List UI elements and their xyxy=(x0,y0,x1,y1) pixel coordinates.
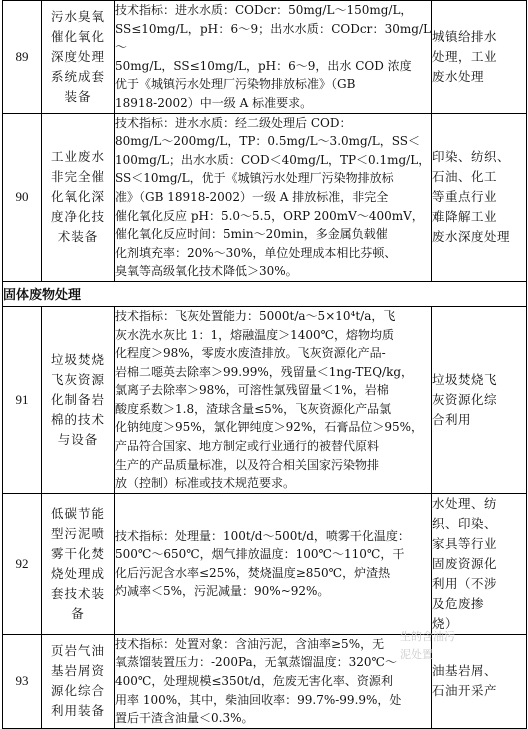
name-line: 型污泥喷 xyxy=(50,525,105,541)
indicator-line: 氧蒸馏装置压力：-200Pa，无氧蒸馏温度：320℃～ xyxy=(115,655,397,670)
application-line: 家具等行业 xyxy=(432,535,498,551)
indicator-line: 化程度＞98%，零废水废渣排放。飞灰资源化产品- xyxy=(115,346,386,361)
name-line: 术装备 xyxy=(57,229,99,245)
indicator-line: 氯离子去除率＞98%，可溶性氯残留量＜1%，岩棉 xyxy=(115,383,389,398)
application-line: 印染、纺织、 xyxy=(432,149,511,165)
application-line: 合利用 xyxy=(432,411,472,427)
application-field xyxy=(432,113,527,281)
solid-waste-rows xyxy=(3,306,527,728)
application-field xyxy=(432,306,527,493)
indicator-line: 技术指标：进水水质：经二级处理后 COD： xyxy=(115,115,352,130)
row-number: 93 xyxy=(3,634,42,728)
indicator-line: 100mg/L；出水水质：COD＜40mg/L，TP＜0.1mg/L， xyxy=(115,152,431,167)
name-line: 飞灰资源 xyxy=(50,371,105,387)
technical-indicators xyxy=(115,493,432,634)
name-line: 与设备 xyxy=(57,431,99,447)
application-field xyxy=(432,1,527,114)
equipment-name xyxy=(42,113,115,281)
application-line: 难降解工业 xyxy=(432,209,498,225)
application-line: 织、印染、 xyxy=(432,515,498,531)
indicator-line: 80mg/L～200mg/L，TP：0.5mg/L～3.0mg/L，SS＜ xyxy=(115,134,420,149)
indicator-line: 18918-2002）中一级 A 标准要求。 xyxy=(115,95,313,110)
document-page xyxy=(2,0,526,729)
application-line: 废水处理 xyxy=(432,68,485,84)
name-line: 化氧化深 xyxy=(50,189,105,205)
indicator-line: 技术指标：进水水质：CODcr：50mg/L～150mg/L， xyxy=(115,3,413,17)
name-line: 化制备岩 xyxy=(50,391,105,407)
indicator-line: SS≤10mg/L，pH：6～9；出水水质：CODcr：30mg/L～ xyxy=(115,21,431,55)
name-line: 深度处理 xyxy=(50,48,105,64)
table-row xyxy=(3,634,527,728)
name-line: 源化综合 xyxy=(50,683,105,699)
section-title: 固体废物处理 xyxy=(3,281,527,306)
name-line: 基岩屑资 xyxy=(50,663,105,679)
application-line: 油基岩屑、 xyxy=(432,663,498,679)
application-line: 城镇给排水 xyxy=(432,28,498,44)
indicator-line: 化剂填充率：20%～30%，单位处理成本相比芬顿、 xyxy=(115,245,397,260)
bleed-line: 泥处置 xyxy=(400,648,433,661)
name-line: 度净化技 xyxy=(50,209,105,225)
application-line: 烧） xyxy=(432,615,459,631)
equipment-name xyxy=(42,306,115,493)
application-field xyxy=(432,634,527,728)
indicator-line: 技术指标：飞灰处置能力：5000t/a～5×10⁴t/a，飞 xyxy=(115,308,396,323)
indicator-line: 岩棉二噁英去除率＞99.99%，残留量＜1ng-TEQ/kg， xyxy=(115,364,414,379)
indicator-line: 臭氧等高级氧化技术降低＞30%。 xyxy=(115,264,298,279)
application-line: 石油开采产 xyxy=(432,683,498,699)
indicator-line: 催化氧化反应 pH：5.0～5.5，ORP 200mV～400mV， xyxy=(115,208,424,223)
bleed-line: 生的含油污 xyxy=(400,630,455,643)
equipment-name xyxy=(42,493,115,634)
application-line: 利用（不涉 xyxy=(432,575,498,591)
indicator-line: 500℃～650℃，烟气排放温度：100℃～110℃，干 xyxy=(115,547,405,562)
technical-indicators xyxy=(115,113,432,281)
row-number: 92 xyxy=(3,493,42,634)
indicator-line: 50mg/L，SS≤10mg/L，pH：6～9，出水 COD 浓度 xyxy=(115,58,412,73)
table-row xyxy=(3,306,527,493)
name-line: 低碳节能 xyxy=(50,505,105,521)
name-line: 垃圾焚烧 xyxy=(50,351,105,367)
name-line: 备 xyxy=(71,605,85,621)
name-line: 污水臭氧 xyxy=(50,8,105,24)
indicator-line: 置后干渣含油量＜0.3%。 xyxy=(115,711,254,726)
name-line: 雾干化焚 xyxy=(50,545,105,561)
equipment-name xyxy=(42,1,115,114)
row-number: 91 xyxy=(3,306,42,493)
name-line: 利用装备 xyxy=(50,703,105,719)
name-line: 烧处理成 xyxy=(50,565,105,581)
name-line: 非完全催 xyxy=(50,169,105,185)
name-line: 页岩气油 xyxy=(50,643,105,659)
name-line: 工业废水 xyxy=(50,149,105,165)
name-line: 套技术装 xyxy=(50,585,105,601)
section-header-row xyxy=(3,281,527,306)
indicator-line: 准》（GB 18918-2002）一级 A 排放标准，非完全 xyxy=(115,189,389,204)
indicator-line: 技术指标：处理量：100t/d～500t/d，喷雾干化温度： xyxy=(115,528,410,543)
equipment-name xyxy=(42,634,115,728)
application-line: 水处理、纺 xyxy=(432,495,498,511)
name-line: 棉的技术 xyxy=(50,411,105,427)
indicator-line: 酸度系数＞1.8，渣球含量≤5%，飞灰资源化产品氯 xyxy=(115,401,392,416)
table-row xyxy=(3,1,527,114)
name-line: 装备 xyxy=(64,88,92,104)
indicator-line: 优于《城镇污水处理厂污染物排放标准》（GB xyxy=(115,77,356,92)
indicator-line: 化后污泥含水率≤25%，焚烧温度≥850℃，炉渣热 xyxy=(115,565,391,580)
indicator-line: 灼减率＜5%，污泥减量：90%~92%。 xyxy=(115,584,330,599)
name-line: 催化氧化 xyxy=(50,28,105,44)
indicator-line: 生产的产品质量标准，以及符合相关国家污染物排 xyxy=(115,457,380,472)
table-row xyxy=(3,493,527,634)
application-line: 处理，工业 xyxy=(432,48,498,64)
table-row xyxy=(3,113,527,281)
equipment-table xyxy=(2,0,527,729)
row-number: 89 xyxy=(3,1,42,114)
indicator-line: 400℃，处理规模≤350t/d，危废无害化率、资源利 xyxy=(115,674,393,689)
technical-indicators xyxy=(115,634,432,728)
application-line: 灰资源化综 xyxy=(432,391,498,407)
application-line: 固废资源化 xyxy=(432,555,498,571)
indicator-line: 化钠纯度＞95%，氯化钾纯度＞92%，石膏品位＞95%， xyxy=(115,420,424,435)
application-line: 废水深度处理 xyxy=(432,229,511,245)
application-line: 等重点行业 xyxy=(432,189,498,205)
name-line: 系统成套 xyxy=(50,68,105,84)
application-line: 及危废掺 xyxy=(432,595,485,611)
indicator-line: 用率 100%，其中，柴油回收率：99.7%-99.9%，处 xyxy=(115,692,402,707)
application-line: 石油、化工 xyxy=(432,169,498,185)
application-field xyxy=(432,493,527,634)
technical-indicators xyxy=(115,1,432,114)
indicator-line: 灰水洗水灰比 1：1，熔融温度＞1400℃，熔物均质 xyxy=(115,327,395,342)
application-line: 垃圾焚烧飞 xyxy=(432,371,498,387)
technical-indicators xyxy=(115,306,432,493)
water-treatment-rows xyxy=(3,1,527,282)
indicator-line: SS＜10mg/L，优于《城镇污水处理厂污染物排放标 xyxy=(115,171,394,186)
indicator-line: 催化氧化反应时间：5min～20min，多金属负载催 xyxy=(115,227,388,242)
row-number: 90 xyxy=(3,113,42,281)
indicator-line: 产品符合国家、地方制定或行业通行的被替代原料 xyxy=(115,439,380,454)
indicator-line: 技术指标：处置对象：含油污泥，含油率≥5%，无 xyxy=(115,636,385,651)
indicator-line: 放（控制）标准或技术规范要求。 xyxy=(115,476,296,491)
